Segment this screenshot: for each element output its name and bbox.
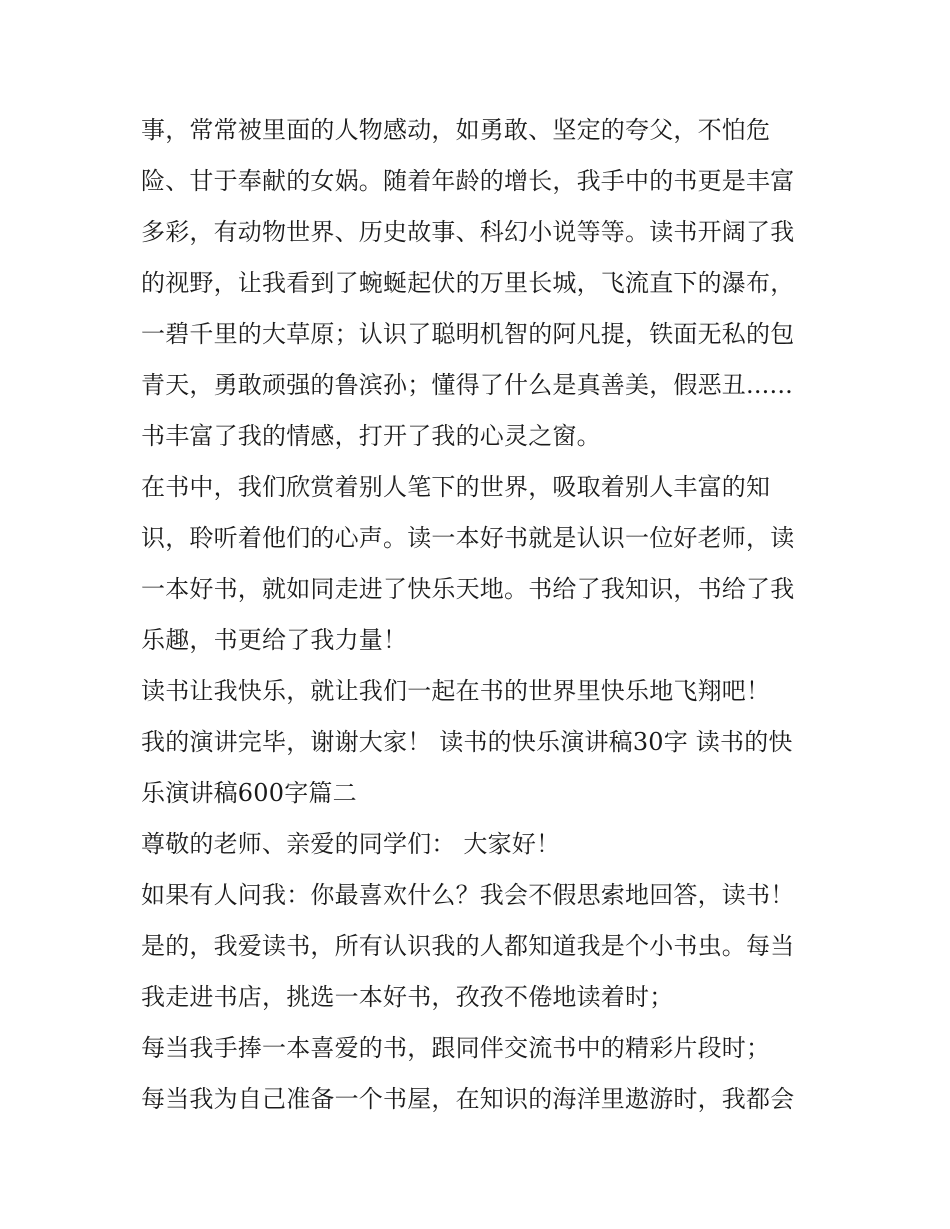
text-line: 多彩，有动物世界、历史故事、科幻小说等等。读书开阔了我 [141,218,795,246]
text-line: 乐趣，书更给了我力量！ [141,626,408,654]
text-line: 每当我手捧一本喜爱的书，跟同伴交流书中的精彩片段时； [141,1034,771,1062]
body-text [141,105,831,1125]
text-line: 我的演讲完毕，谢谢大家！ 读书的快乐演讲稿30字 读书的快 [141,728,793,756]
text-line: 尊敬的老师、亲爱的同学们： 大家好！ [141,830,561,858]
text-line: 青天，勇敢顽强的鲁滨孙；懂得了什么是真善美，假恶丑...... [141,371,793,399]
text-line: 事，常常被里面的人物感动，如勇敢、坚定的夸父，不怕危 [141,116,771,144]
text-line: 如果有人问我：你最喜欢什么？我会不假思索地回答，读书！ [141,881,795,909]
text-line: 乐演讲稿600字篇二 [141,779,357,807]
text-line: 的视野，让我看到了蜿蜒起伏的万里长城，飞流直下的瀑布， [141,269,795,297]
text-line: 我走进书店，挑选一本好书，孜孜不倦地读着时； [141,983,674,1011]
text-line: 识，聆听着他们的心声。读一本好书就是认识一位好老师，读 [141,524,795,552]
text-line: 一碧千里的大草原；认识了聪明机智的阿凡提，铁面无私的包 [141,320,795,348]
text-line: 在书中，我们欣赏着别人笔下的世界，吸取着别人丰富的知 [141,473,771,501]
text-line: 读书让我快乐，就让我们一起在书的世界里快乐地飞翔吧！ [141,677,771,705]
text-line: 书丰富了我的情感，打开了我的心灵之窗。 [141,422,601,450]
text-line: 险、甘于奉献的女娲。随着年龄的增长，我手中的书更是丰富 [141,167,795,195]
text-line: 一本好书，就如同走进了快乐天地。书给了我知识，书给了我 [141,575,795,603]
text-line: 是的，我爱读书，所有认识我的人都知道我是个小书虫。每当 [141,932,795,960]
text-line: 每当我为自己准备一个书屋，在知识的海洋里遨游时，我都会 [141,1085,795,1113]
